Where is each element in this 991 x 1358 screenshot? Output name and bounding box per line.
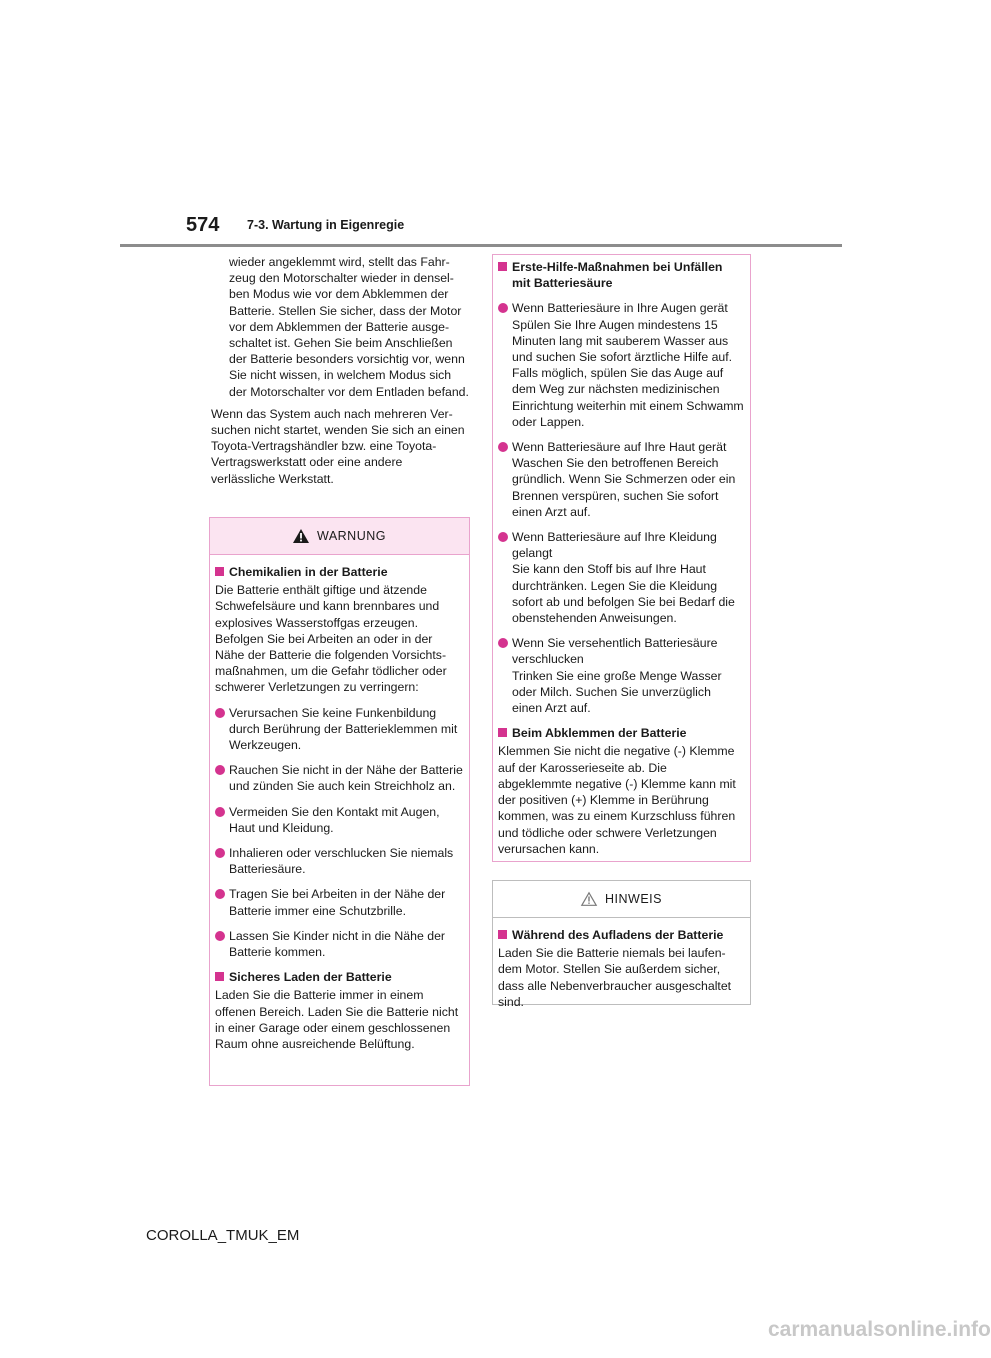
first-aid-bullet: Wenn Batteriesäure auf Ihre Kleidung gelangt Sie kann den Stoff bis auf Ihre Haut durchtränken. Legen Sie die Kleidung sofort ab und befolgen Sie bei Bedarf die obenstehenden Anweisungen. [498,529,744,626]
round-bullet-icon [498,442,508,452]
round-bullet-icon [215,807,225,817]
warning-box-body [210,555,469,1052]
section-title: 7-3. Wartung in Eigenregie [247,218,405,232]
round-bullet-icon [215,708,225,718]
watermark: carmanualsonline.info [768,1318,991,1341]
round-bullet-icon [215,848,225,858]
round-bullet-icon [215,765,225,775]
first-aid-box-body [493,255,750,857]
warning-text-charging: Laden Sie die Batterie immer in einem offenen Bereich. Laden Sie die Batterie nicht in einer Garage oder einem geschlossenen Raum ohne ausreichende Belüftung. [215,988,459,1052]
square-bullet-icon [215,972,224,981]
warning-bullet: Rauchen Sie nicht in der Nähe der Batterie und zünden Sie auch kein Streichholz an. [215,762,463,794]
warning-heading-chemicals: Chemikalien in der Batterie [215,564,463,580]
warning-bullet: Lassen Sie Kinder nicht in die Nähe der Batterie kommen. [215,928,463,960]
warning-box [209,517,470,1086]
warning-label: WARNUNG [316,529,386,543]
notice-box [492,880,751,1009]
header-rule [120,244,842,247]
first-aid-bullet: Wenn Batteriesäure auf Ihre Haut gerät Waschen Sie den betroffenen Bereich gründlich. Wenn Sie Schmerzen oder ein Brennen verspüren, suchen Sie sofort einen Arzt auf. [498,439,744,520]
notice-box-body [493,918,750,1010]
first-aid-bullet: Wenn Batteriesäure in Ihre Augen gerät Spülen Sie Ihre Augen mindestens 15 Minuten lang mit sauberem Wasser aus und suchen Sie sofort ärztliche Hilfe auf. Falls möglich, spülen Sie das Auge auf dem Weg zur nächsten medizinischen Einrichtung weiterhin mit einem Schwamm oder Lappen. [498,300,744,430]
warning-triangle-icon [293,529,309,543]
page-number: 574 [186,214,220,236]
round-bullet-icon [498,638,508,648]
continued-text: wieder angeklemmt wird, stellt das Fahrzeug den Motorschalter wieder in denselben Modus wie vor dem Abklemmen der Batterie. Stellen Sie sicher, dass der Motor vor dem Abklemmen der Batterie ausgeschaltet ist. Gehen Sie beim Anschließen der Batterie besonders vorsichtig vor, wenn Sie nicht wissen, in welchem Modus sich der Motorschalter vor dem Entladen befand. [229,255,469,399]
warning-bullet: Verursachen Sie keine Funkenbildung durch Berührung der Batterieklemmen mit Werkzeugen. [215,705,463,754]
round-bullet-icon [215,889,225,899]
warning-box-header [210,518,469,555]
round-bullet-icon [498,532,508,542]
warning-bullet: Tragen Sie bei Arbeiten in der Nähe der Batterie immer eine Schutzbrille. [215,886,463,918]
round-bullet-icon [215,931,225,941]
disconnect-text: Klemmen Sie nicht die negative (-) Klemme auf der Karosserieseite ab. Die abgeklemmte negative (-) Klemme kann mit der positiven (+) Klemme in Berührung kommen, was zu einem Kurzschluss führen und tödliche oder schwere Verletzungen verursachen kann. [498,744,736,856]
notice-heading: Während des Aufladens der Batterie [498,927,744,943]
first-aid-bullet: Wenn Sie versehentlich Batteriesäure verschlucken Trinken Sie eine große Menge Wasser oder Milch. Suchen Sie unverzüglich einen Arzt auf. [498,635,744,716]
notice-text: Laden Sie die Batterie niemals bei laufendem Motor. Stellen Sie außerdem sicher, dass alle Nebenverbraucher ausgeschaltet sind. [498,946,732,1009]
square-bullet-icon [498,262,507,271]
square-bullet-icon [498,930,507,939]
caution-triangle-icon [581,892,597,906]
notice-label: HINWEIS [605,892,662,906]
square-bullet-icon [498,728,507,737]
first-aid-box [492,254,751,862]
warning-bullet: Inhalieren oder verschlucken Sie niemals Batteriesäure. [215,845,463,877]
square-bullet-icon [215,567,224,576]
first-aid-heading: Erste-Hilfe-Maßnahmen bei Unfällen mit Batteriesäure [498,259,744,291]
left-column [211,254,469,487]
model-code: COROLLA_TMUK_EM [146,1227,300,1244]
notice-box-header [493,881,750,918]
warning-heading-charging: Sicheres Laden der Batterie [215,969,463,985]
warning-text-chemicals: Die Batterie enthält giftige und ätzende Schwefelsäure und kann brennbares und explosives Wasserstoffgas erzeugen. Befolgen Sie bei Arbeiten an oder in der Nähe der Batterie die folgenden Vorsichtsmaßnahmen, um die Gefahr tödlicher oder schwerer Verletzungen zu verringern: [215,583,447,695]
contact-dealer-paragraph: Wenn das System auch nach mehreren Versuchen nicht startet, wenden Sie sich an einen Toyota-Vertragshändler bzw. eine Toyota-Vertragswerkstatt oder eine andere verlässliche Werkstatt. [211,406,465,486]
round-bullet-icon [498,303,508,313]
disconnect-heading: Beim Abklemmen der Batterie [498,725,744,741]
warning-bullet: Vermeiden Sie den Kontakt mit Augen, Haut und Kleidung. [215,804,463,836]
